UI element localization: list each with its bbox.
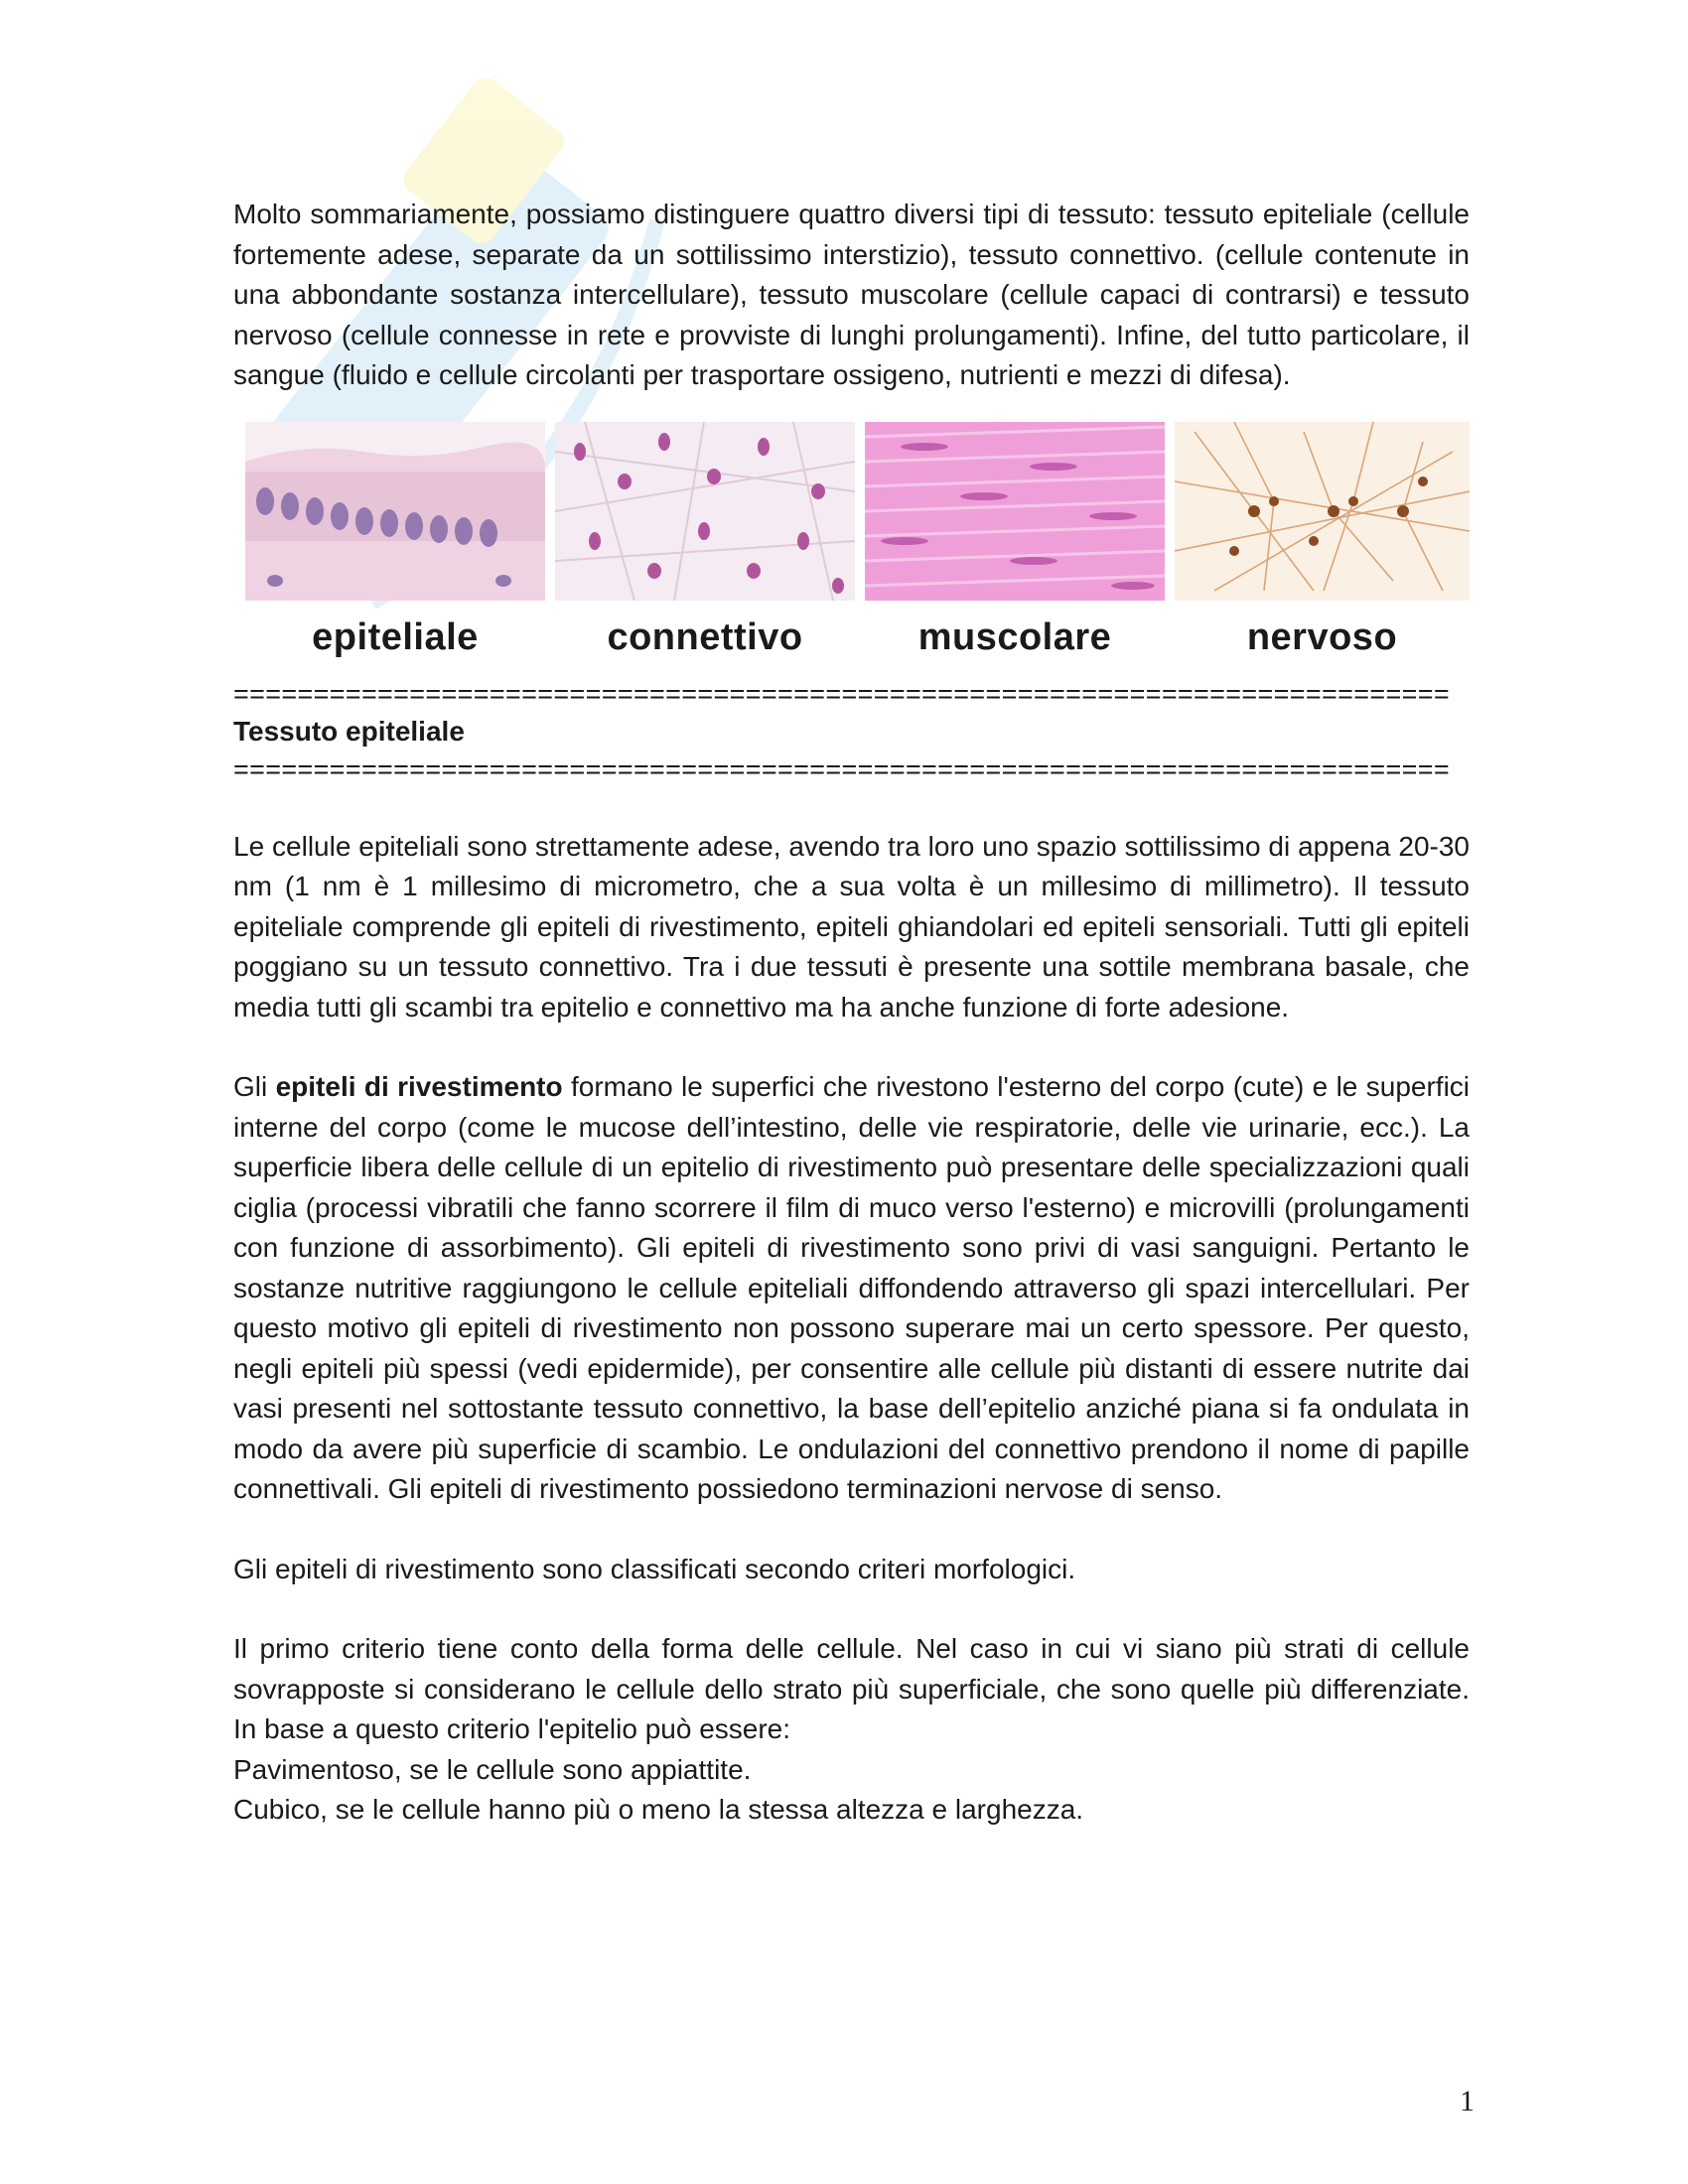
line-cubico: Cubico, se le cellule hanno più o meno la stessa altezza e larghezza. [233,1794,1084,1825]
epithelial-tissue-image [245,422,545,601]
separator-line-top: ============================================================================ [233,678,1450,709]
tissue-figure [233,422,1470,670]
label-epiteliale: epiteliale [312,615,479,658]
label-connettivo: connettivo [607,615,803,658]
muscle-tissue-image [865,422,1165,601]
label-muscolare: muscolare [917,615,1112,658]
connective-tissue-image [555,422,855,601]
p2-rest: formano le superfici che rivestono l'esterno del corpo (cute) e le superfici interne del corpo (come le mucose dell’intestino, delle vie respiratorie, delle vie urinarie, ecc.). La superficie libera delle cellule di un epitelio di rivestimento può presentare delle specializzazioni quali ciglia (processi vibratili che fanno scorrere il film di muco verso l'esterno) e microvilli (prolungamenti con funzione di assorbimento). Gli epiteli di rivestimento sono privi di vasi sanguigni. Pertanto le sostanze nutritive raggiungono le cellule epiteliali diffondendo attraverso gli spazi intercellulari. Per questo motivo gli epiteli di rivestimento non possono superare mai un certo spessore. Per questo, negli epiteli più spessi (vedi epidermide), per consentire alle cellule più distanti di essere nutrite dai vasi presenti nel sottostante tessuto connettivo, la base dell’epitelio anziché piana si fa ondulata in modo da avere più superficie di scambio. Le ondulazioni del connettivo prendono il nome di papille connettivali. Gli epiteli di rivestimento possiedono terminazioni nervose di senso. [233,1071,1471,1504]
paragraph-epiteli-rivestimento [233,1067,1470,1510]
section-title: Tessuto epiteliale [233,715,465,747]
paragraph-primo-criterio: Il primo criterio tiene conto della forma delle cellule. Nel caso in cui vi siano più strati di cellule sovrapposte si considerano le cellule dello strato più superficiale, che sono quelle più differenziate. In base a questo criterio l'epitelio può essere: [233,1633,1470,1744]
paragraph-cellule-epiteliali: Le cellule epiteliali sono strettamente adese, avendo tra loro uno spazio sottilissimo di appena 20-30 nm (1 nm è 1 millesimo di micrometro, che a sua volta è un millesimo di millimetro). Il tessuto epiteliale comprende gli epiteli di rivestimento, epiteli ghiandolari ed epiteli sensoriali. Tutti gli epiteli poggiano su un tessuto connettivo. Tra i due tessuti è presente una sottile membrana basale, che media tutti gli scambi tra epitelio e connettivo ma ha anche funzione di forte adesione. [233,830,1470,1023]
separator-line-bottom: ============================================================================ [233,753,1450,784]
p2-bold-term: epiteli di rivestimento [275,1071,563,1102]
label-nervoso: nervoso [1246,615,1398,658]
line-pavimentoso: Pavimentoso, se le cellule sono appiattite. [233,1753,752,1785]
intro-paragraph: Molto sommariamente, possiamo distinguere quattro diversi tipi di tessuto: tessuto epiteliale (cellule fortemente adese, separate da un sottilissimo interstizio), tessuto connettivo. (cellule contenute in una abbondante sostanza intercellulare), tessuto muscolare (cellule capaci di contrarsi) e tessuto nervoso (cellule connesse in rete e provviste di lunghi prolungamenti). Infine, del tutto particolare, il sangue (fluido e cellule circolanti per trasportare ossigeno, nutrienti e mezzi di difesa). [233,199,1470,390]
p2-lead: Gli [233,1071,276,1102]
page-number: 1 [1460,2085,1475,2117]
nervous-tissue-image [1175,422,1470,601]
document-page [233,195,1470,1831]
paragraph-classificazione: Gli epiteli di rivestimento sono classificati secondo criteri morfologici. [233,1553,1076,1584]
